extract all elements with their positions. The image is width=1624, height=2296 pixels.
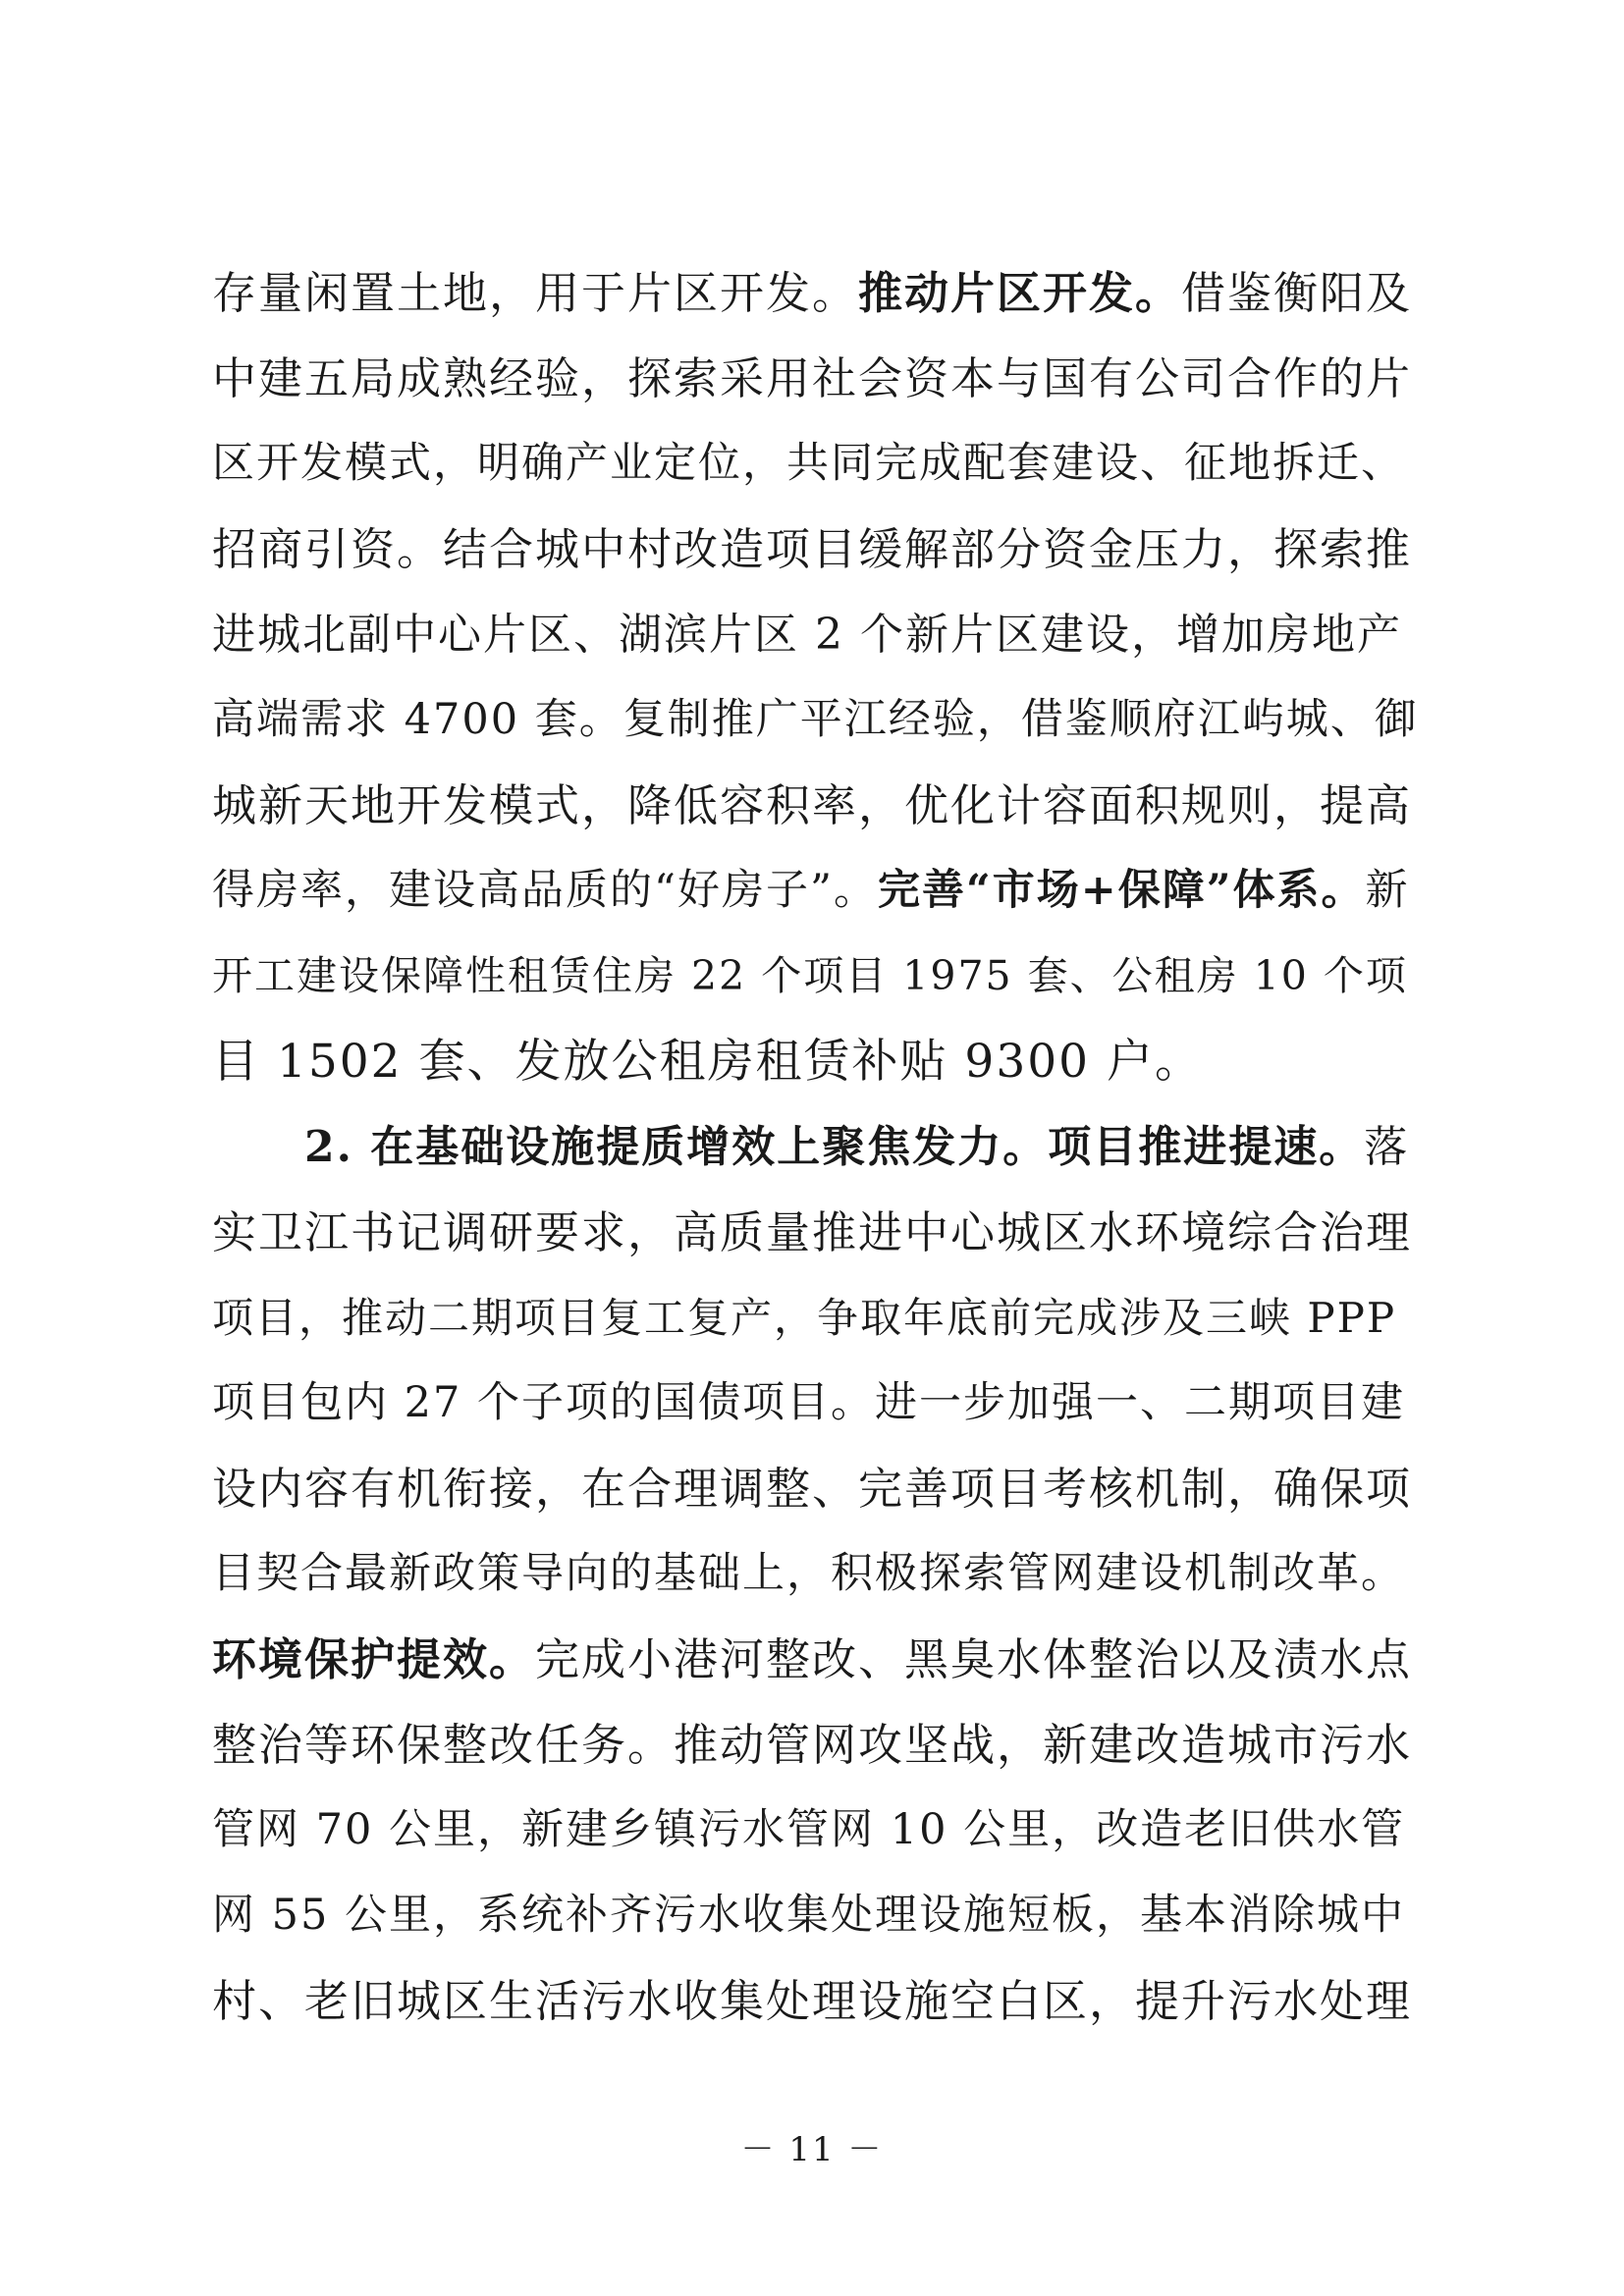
text-segment: 得房率，建设高品质的“好房子”。	[212, 866, 878, 915]
text-segment: 项目包内 27 个子项的国债项目。进一步加强一、二期项目建	[212, 1378, 1406, 1427]
text-segment: 落	[1364, 1122, 1410, 1172]
text-line	[212, 934, 1420, 1019]
text-segment: 城新天地开发模式，降低容积率，优化计容面积规则，提高	[212, 779, 1413, 831]
text-line	[212, 1446, 1420, 1531]
text-line	[212, 677, 1420, 763]
text-line	[212, 1104, 1420, 1190]
text-line	[212, 1702, 1420, 1788]
text-segment: 网 55 公里，系统补齐污水收集处理设施短板，基本消除城中	[212, 1891, 1406, 1940]
page-number: － 11 －	[740, 2130, 884, 2169]
text-segment: 项目，推动二期项目复工复产，争取年底前完成涉及三峡 PPP	[212, 1294, 1397, 1342]
bold-text-segment: 推动片区开发。	[858, 267, 1182, 319]
text-segment: 区开发模式，明确产业定位，共同完成配套建设、征地拆迁、	[212, 439, 1405, 488]
text-segment: 中建五局成熟经验，探索采用社会资本与国有公司合作的片	[212, 352, 1413, 404]
bold-text-segment: 2. 在基础设施提质增效上聚焦发力。项目推进提速。	[304, 1122, 1365, 1172]
text-segment: 进城北副中心片区、湖滨片区 2 个新片区建设，增加房地产	[212, 610, 1402, 660]
text-segment: 高端需求 4700 套。复制推广平江经验，借鉴顺府江屿城、御	[212, 695, 1419, 744]
text-segment: 存量闲置土地，用于片区开发。	[212, 267, 859, 319]
text-segment: 村、老旧城区生活污水收集处理设施空白区，提升污水处理	[212, 1975, 1413, 2027]
text-line	[212, 1958, 1420, 2044]
text-line	[212, 1788, 1420, 1873]
bold-text-segment: 环境保护提效。	[212, 1633, 536, 1685]
text-segment: 目 1502 套、发放公租房租赁补贴 9300 户。	[212, 1035, 1203, 1089]
text-segment: 管网 70 公里，新建乡镇污水管网 10 公里，改造老旧供水管	[212, 1805, 1406, 1854]
text-segment: 完成小港河整改、黑臭水体整治以及渍水点	[535, 1633, 1413, 1685]
bold-text-segment: 完善“市场+保障”体系。	[877, 866, 1366, 915]
text-line	[212, 1019, 1420, 1104]
text-line	[212, 1531, 1420, 1617]
text-line	[212, 848, 1420, 934]
text-line	[212, 1617, 1420, 1702]
text-segment: 新	[1365, 866, 1410, 915]
text-line	[212, 1190, 1420, 1275]
text-line	[212, 336, 1420, 421]
text-segment: 开工建设保障性租赁住房 22 个项目 1975 套、公租房 10 个项	[212, 952, 1408, 999]
text-line	[212, 250, 1420, 336]
text-segment: 整治等环保整改任务。推动管网攻坚战，新建改造城市污水	[212, 1719, 1413, 1771]
text-line	[212, 763, 1420, 848]
text-segment: 设内容有机衔接，在合理调整、完善项目考核机制，确保项	[212, 1463, 1413, 1515]
body-text	[212, 250, 1420, 2044]
text-line	[212, 1361, 1420, 1446]
text-segment: 目契合最新政策导向的基础上，积极探索管网建设机制改革。	[212, 1549, 1405, 1598]
text-segment: 招商引资。结合城中村改造项目缓解部分资金压力，探索推	[212, 523, 1413, 575]
text-line	[212, 1275, 1420, 1361]
text-segment: 实卫江书记调研要求，高质量推进中心城区水环境综合治理	[212, 1206, 1413, 1258]
text-line	[212, 1873, 1420, 1958]
text-segment: 借鉴衡阳及	[1181, 267, 1413, 319]
text-line	[212, 592, 1420, 677]
text-line	[212, 507, 1420, 592]
text-line	[212, 421, 1420, 507]
